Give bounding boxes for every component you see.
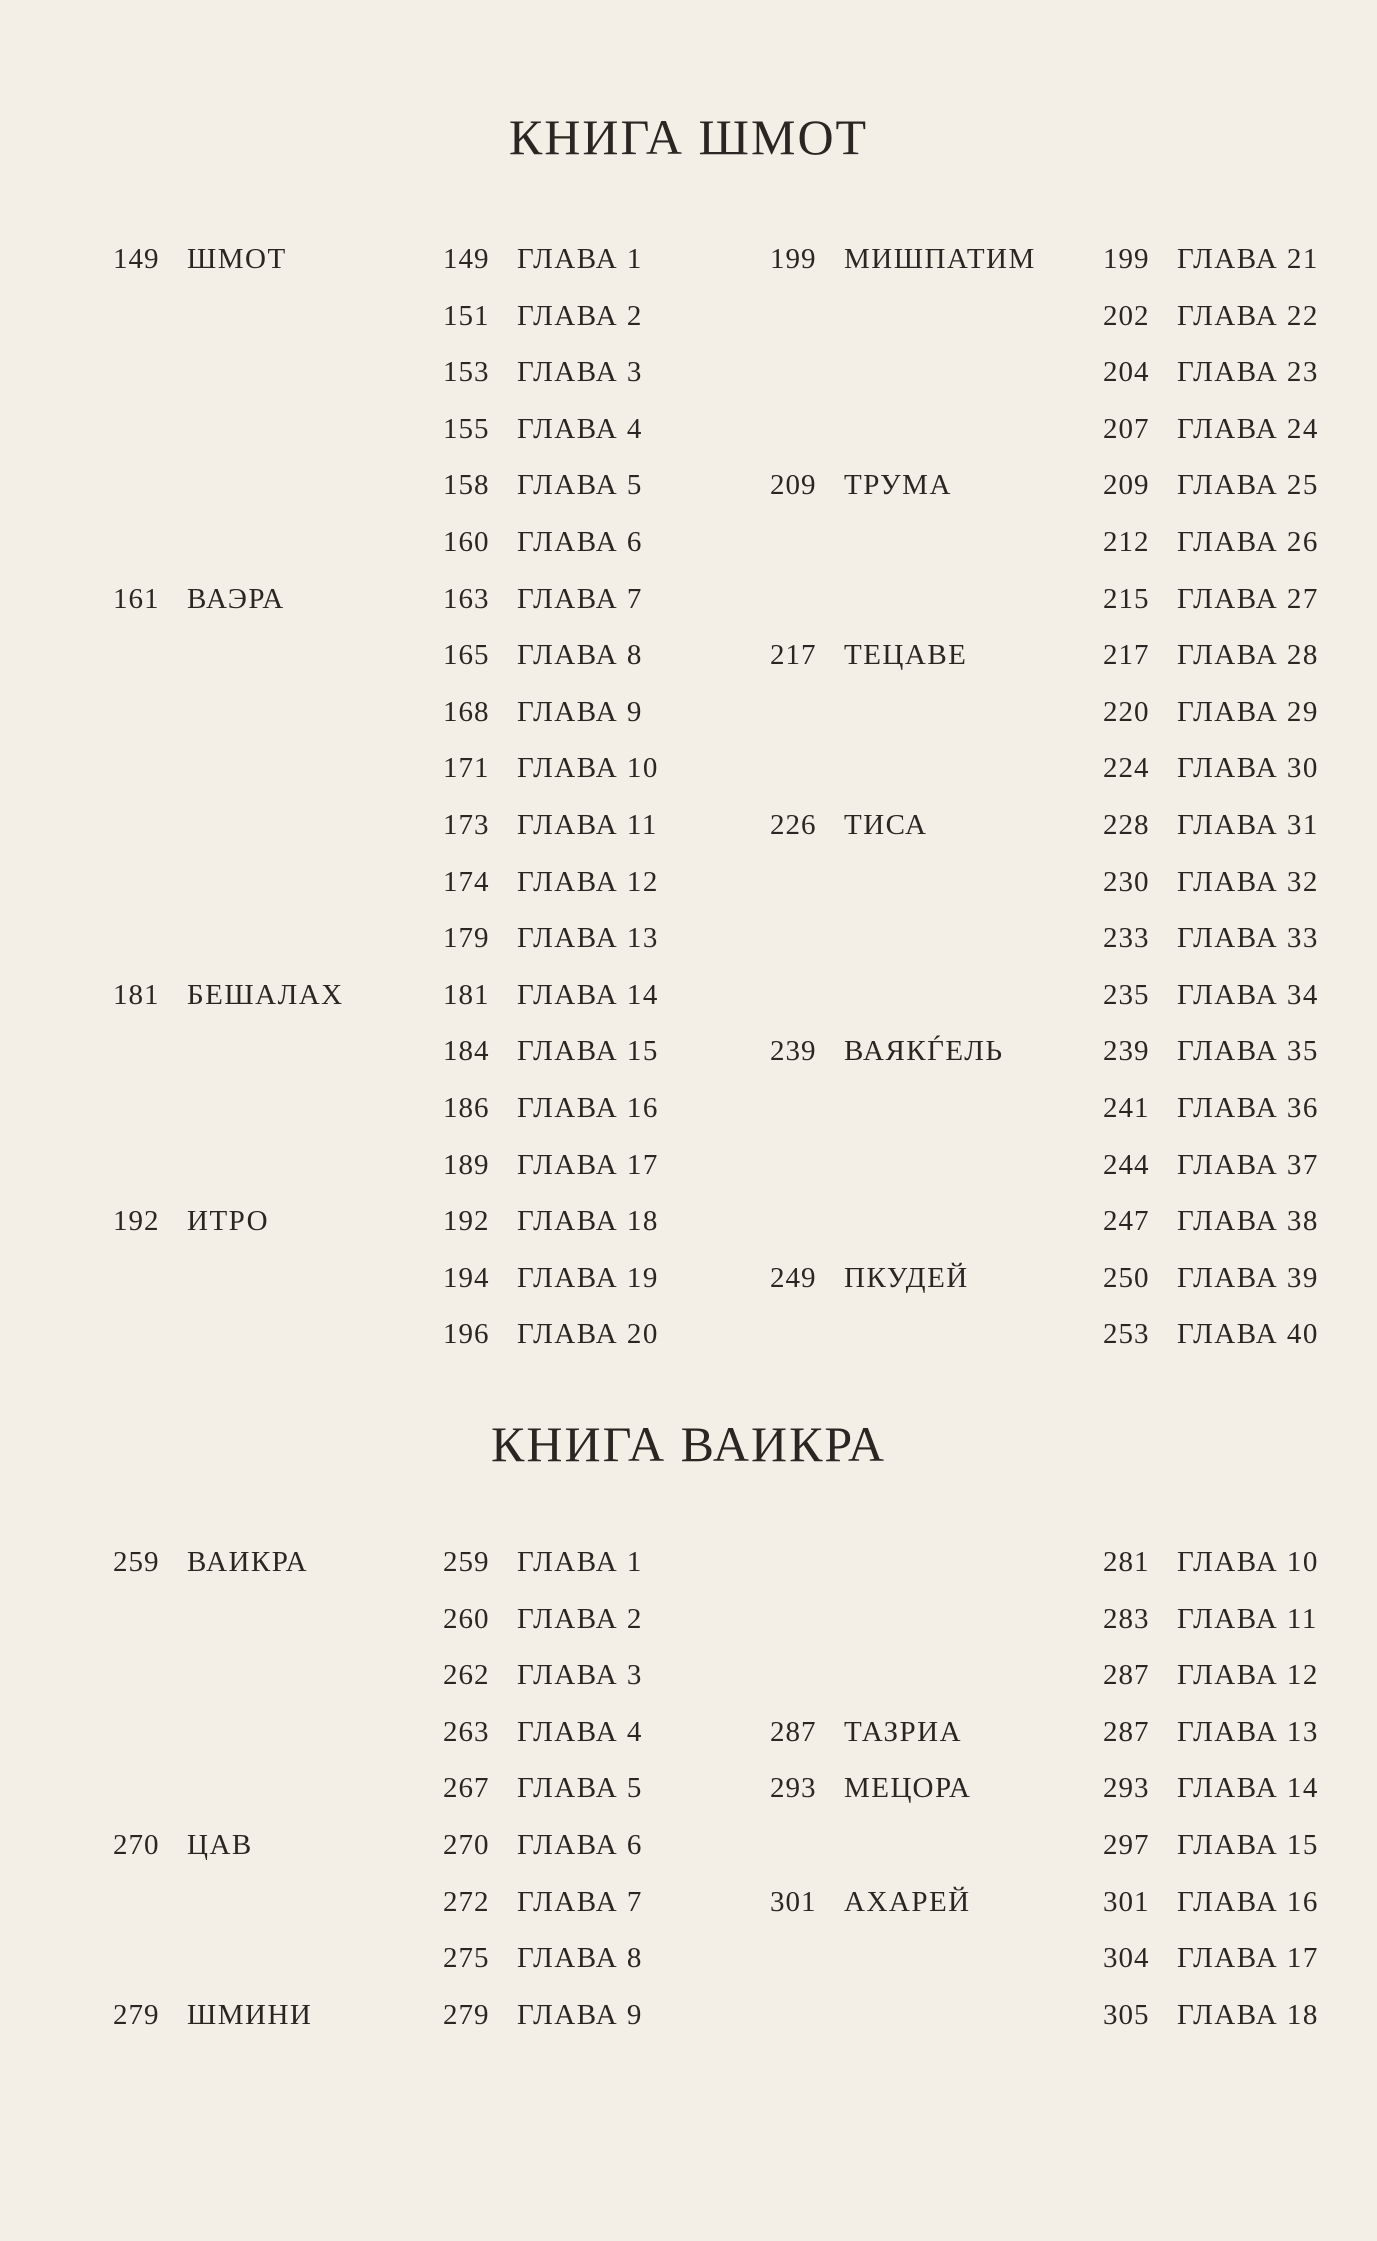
chapter-entry-title: ГЛАВА 8 (517, 639, 643, 672)
chapter-entry-title: ГЛАВА 8 (517, 1942, 643, 1975)
chapter-entry-title: ГЛАВА 16 (1177, 1885, 1319, 1918)
page-number: 173 (443, 809, 490, 841)
chapter-entry (443, 1886, 643, 1919)
chapter-entry (443, 809, 658, 842)
parasha-entry (770, 1772, 971, 1805)
chapter-entry (1103, 243, 1319, 276)
page-number: 281 (1103, 1546, 1150, 1578)
page-number: 301 (770, 1885, 817, 1918)
chapter-entry-title: ГЛАВА 21 (1177, 243, 1319, 275)
page-number: 228 (1103, 809, 1150, 841)
page-number: 259 (113, 1546, 160, 1578)
parasha-entry-title: ТИСА (844, 809, 928, 841)
chapter-entry (1103, 639, 1319, 672)
chapter-entry-title: ГЛАВА 10 (1177, 1546, 1319, 1578)
chapter-entry (1103, 1999, 1319, 2032)
chapter-entry (443, 979, 659, 1012)
page-number: 244 (1103, 1148, 1150, 1181)
parasha-entry (770, 639, 967, 672)
page-number: 161 (113, 582, 160, 615)
parasha-entry (113, 1829, 253, 1862)
parasha-entry-title: МЕЦОРА (844, 1772, 972, 1805)
page-number: 260 (443, 1602, 490, 1635)
chapter-entry-title: ГЛАВА 22 (1177, 299, 1319, 332)
chapter-entry (443, 469, 643, 502)
page-number: 304 (1103, 1942, 1150, 1975)
page-number: 149 (113, 243, 160, 275)
chapter-entry (443, 583, 643, 616)
chapter-entry-title: ГЛАВА 34 (1177, 978, 1319, 1011)
page-number: 192 (443, 1205, 490, 1238)
page-number: 199 (770, 243, 817, 275)
parasha-entry (770, 469, 952, 502)
chapter-entry-title: ГЛАВА 31 (1177, 809, 1319, 841)
parasha-entry-title: МИШПАТИМ (844, 243, 1036, 275)
chapter-entry-title: ГЛАВА 18 (517, 1205, 659, 1238)
chapter-entry (443, 922, 659, 955)
page-number: 186 (443, 1092, 490, 1124)
chapter-entry-title: ГЛАВА 17 (1177, 1942, 1319, 1975)
page-number: 192 (113, 1205, 160, 1238)
page-number: 239 (770, 1035, 817, 1068)
parasha-entry-title: ТАЗРИА (844, 1715, 963, 1748)
page-number: 267 (443, 1772, 490, 1805)
chapter-entry-title: ГЛАВА 40 (1177, 1318, 1319, 1351)
parasha-entry (113, 1205, 269, 1238)
parasha-entry (770, 1035, 1004, 1068)
parasha-entry (770, 1886, 971, 1919)
parasha-entry-title: ТРУМА (844, 469, 952, 502)
chapter-entry-title: ГЛАВА 9 (517, 1998, 643, 2031)
page-number: 262 (443, 1659, 490, 1692)
parasha-entry (770, 1716, 962, 1749)
page-number: 230 (1103, 865, 1150, 898)
parasha-entry-title: ВАИКРА (187, 1546, 309, 1578)
page-number: 235 (1103, 978, 1150, 1011)
page-number: 160 (443, 526, 490, 558)
page-number: 199 (1103, 243, 1150, 275)
chapter-entry-title: ГЛАВА 1 (517, 1546, 643, 1578)
chapter-entry (443, 1603, 643, 1636)
chapter-entry-title: ГЛАВА 9 (517, 695, 643, 728)
chapter-entry (1103, 1205, 1319, 1238)
page-number: 249 (770, 1261, 817, 1294)
page-number: 272 (443, 1885, 490, 1918)
chapter-entry (443, 1942, 643, 1975)
chapter-entry-title: ГЛАВА 11 (1177, 1602, 1318, 1635)
page-number: 165 (443, 639, 490, 672)
page-number: 233 (1103, 922, 1150, 955)
page-number: 181 (113, 978, 160, 1011)
parasha-entry (113, 243, 287, 276)
chapter-entry-title: ГЛАВА 7 (517, 1885, 643, 1918)
page-number: 209 (770, 469, 817, 502)
page-number: 287 (770, 1715, 817, 1748)
page-number: 259 (443, 1546, 490, 1578)
chapter-entry-title: ГЛАВА 13 (1177, 1715, 1319, 1748)
chapter-entry-title: ГЛАВА 38 (1177, 1205, 1319, 1238)
chapter-entry-title: ГЛАВА 33 (1177, 922, 1319, 955)
chapter-entry (443, 1659, 643, 1692)
page-number: 279 (113, 1998, 160, 2031)
parasha-entry (770, 243, 1036, 276)
page-number: 283 (1103, 1602, 1150, 1635)
page-number: 247 (1103, 1205, 1150, 1238)
page-number: 220 (1103, 695, 1150, 728)
page-number: 217 (1103, 639, 1150, 672)
chapter-entry-title: ГЛАВА 4 (517, 412, 643, 445)
page-number: 151 (443, 299, 490, 332)
chapter-entry (443, 300, 643, 333)
chapter-entry-title: ГЛАВА 30 (1177, 752, 1319, 785)
page-number: 270 (443, 1829, 490, 1861)
page-number: 250 (1103, 1261, 1150, 1294)
chapter-entry (1103, 583, 1319, 616)
page-number: 287 (1103, 1659, 1150, 1692)
chapter-entry (1103, 1149, 1319, 1182)
chapter-entry (1103, 1318, 1319, 1351)
page-number: 239 (1103, 1035, 1150, 1068)
parasha-entry-title: ЦАВ (187, 1829, 253, 1861)
page-number: 263 (443, 1715, 490, 1748)
chapter-entry (443, 1205, 659, 1238)
page-number: 174 (443, 865, 490, 898)
page-number: 253 (1103, 1318, 1150, 1351)
chapter-entry-title: ГЛАВА 39 (1177, 1261, 1319, 1294)
chapter-entry (443, 1829, 643, 1862)
chapter-entry (443, 1772, 643, 1805)
chapter-entry (1103, 413, 1319, 446)
chapter-entry-title: ГЛАВА 10 (517, 752, 659, 785)
chapter-entry (443, 243, 643, 276)
chapter-entry-title: ГЛАВА 27 (1177, 582, 1319, 615)
parasha-entry-title: БЕШАЛАХ (187, 978, 344, 1011)
chapter-entry (1103, 1092, 1319, 1125)
chapter-entry (443, 1716, 643, 1749)
page-number: 226 (770, 809, 817, 841)
chapter-entry-title: ГЛАВА 32 (1177, 865, 1319, 898)
parasha-entry (113, 1999, 312, 2032)
chapter-entry-title: ГЛАВА 4 (517, 1715, 643, 1748)
chapter-entry-title: ГЛАВА 17 (517, 1148, 659, 1181)
chapter-entry-title: ГЛАВА 23 (1177, 356, 1319, 389)
parasha-entry (770, 809, 928, 842)
parasha-entry (113, 1546, 308, 1579)
chapter-entry (1103, 469, 1319, 502)
parasha-entry (113, 979, 344, 1012)
chapter-entry-title: ГЛАВА 35 (1177, 1035, 1319, 1068)
chapter-entry (1103, 1886, 1319, 1919)
page-number: 275 (443, 1942, 490, 1975)
chapter-entry-title: ГЛАВА 37 (1177, 1148, 1319, 1181)
chapter-entry (1103, 696, 1319, 729)
book-title-shmot: КНИГА ШМОТ (508, 109, 869, 165)
page-number: 301 (1103, 1885, 1150, 1918)
page-number: 153 (443, 356, 490, 389)
chapter-entry-title: ГЛАВА 29 (1177, 695, 1319, 728)
chapter-entry (443, 413, 643, 446)
chapter-entry (443, 356, 643, 389)
chapter-entry-title: ГЛАВА 13 (517, 922, 659, 955)
chapter-entry (1103, 922, 1319, 955)
chapter-entry-title: ГЛАВА 12 (517, 865, 659, 898)
page-number: 181 (443, 978, 490, 1011)
page-number: 189 (443, 1148, 490, 1181)
chapter-entry-title: ГЛАВА 16 (517, 1092, 659, 1124)
chapter-entry (443, 1149, 659, 1182)
page-number: 179 (443, 922, 490, 955)
chapter-entry (1103, 1716, 1319, 1749)
chapter-entry (1103, 809, 1319, 842)
chapter-entry (443, 1318, 659, 1351)
page-number: 287 (1103, 1715, 1150, 1748)
chapter-entry (1103, 1035, 1319, 1068)
page-number: 196 (443, 1318, 490, 1351)
chapter-entry-title: ГЛАВА 15 (517, 1035, 659, 1068)
chapter-entry (1103, 1829, 1319, 1862)
chapter-entry-title: ГЛАВА 11 (517, 809, 658, 841)
chapter-entry-title: ГЛАВА 26 (1177, 526, 1319, 558)
page-number: 293 (770, 1772, 817, 1805)
chapter-entry (443, 1999, 643, 2032)
chapter-entry (1103, 866, 1319, 899)
page-number: 149 (443, 243, 490, 275)
chapter-entry-title: ГЛАВА 5 (517, 469, 643, 502)
chapter-entry (443, 639, 643, 672)
parasha-entry-title: ТЕЦАВЕ (844, 639, 968, 672)
chapter-entry (1103, 979, 1319, 1012)
chapter-entry-title: ГЛАВА 6 (517, 526, 643, 558)
page-number: 168 (443, 695, 490, 728)
chapter-entry-title: ГЛАВА 18 (1177, 1998, 1319, 2031)
book-title-vaikra: КНИГА ВАИКРА (491, 1416, 886, 1472)
parasha-entry-title: ВАЭРА (187, 582, 285, 615)
chapter-entry-title: ГЛАВА 14 (517, 978, 659, 1011)
chapter-entry (1103, 1659, 1319, 1692)
chapter-entry-title: ГЛАВА 36 (1177, 1092, 1319, 1124)
page-number: 194 (443, 1261, 490, 1294)
chapter-entry-title: ГЛАВА 25 (1177, 469, 1319, 502)
chapter-entry (443, 1546, 643, 1579)
page-number: 297 (1103, 1829, 1150, 1861)
parasha-entry-title: АХАРЕЙ (844, 1885, 971, 1918)
page-number: 158 (443, 469, 490, 502)
page-number: 217 (770, 639, 817, 672)
page-number: 207 (1103, 412, 1150, 445)
chapter-entry (1103, 1546, 1319, 1579)
parasha-entry-title: ИТРО (187, 1205, 270, 1238)
chapter-entry-title: ГЛАВА 15 (1177, 1829, 1319, 1861)
chapter-entry-title: ГЛАВА 3 (517, 356, 643, 389)
chapter-entry-title: ГЛАВА 19 (517, 1261, 659, 1294)
page-number: 171 (443, 752, 490, 785)
chapter-entry (1103, 526, 1319, 559)
chapter-entry-title: ГЛАВА 1 (517, 243, 643, 275)
chapter-entry (1103, 1772, 1319, 1805)
page-number: 293 (1103, 1772, 1150, 1805)
page-number: 305 (1103, 1998, 1150, 2031)
parasha-entry-title: ШМИНИ (187, 1998, 313, 2031)
page-number: 204 (1103, 356, 1150, 389)
chapter-entry (443, 866, 659, 899)
page-number: 224 (1103, 752, 1150, 785)
chapter-entry (1103, 356, 1319, 389)
chapter-entry (443, 526, 643, 559)
page-number: 184 (443, 1035, 490, 1068)
parasha-entry-title: ВАЯКЃЕЛЬ (844, 1035, 1004, 1068)
page-number: 155 (443, 412, 490, 445)
chapter-entry (1103, 300, 1319, 333)
chapter-entry-title: ГЛАВА 2 (517, 1602, 643, 1635)
chapter-entry-title: ГЛАВА 14 (1177, 1772, 1319, 1805)
chapter-entry (443, 1262, 659, 1295)
page-number: 241 (1103, 1092, 1150, 1124)
chapter-entry (443, 1035, 659, 1068)
page-number: 279 (443, 1998, 490, 2031)
chapter-entry (1103, 1603, 1318, 1636)
chapter-entry (443, 696, 643, 729)
chapter-entry-title: ГЛАВА 2 (517, 299, 643, 332)
parasha-entry (113, 583, 285, 616)
chapter-entry-title: ГЛАВА 5 (517, 1772, 643, 1805)
chapter-entry-title: ГЛАВА 24 (1177, 412, 1319, 445)
parasha-entry-title: ПКУДЕЙ (844, 1261, 969, 1294)
page-number: 212 (1103, 526, 1150, 558)
chapter-entry (1103, 1942, 1319, 1975)
page-number: 209 (1103, 469, 1150, 502)
chapter-entry (443, 752, 659, 785)
page-number: 163 (443, 582, 490, 615)
chapter-entry-title: ГЛАВА 12 (1177, 1659, 1319, 1692)
chapter-entry-title: ГЛАВА 7 (517, 582, 643, 615)
page-number: 202 (1103, 299, 1150, 332)
page-number: 215 (1103, 582, 1150, 615)
chapter-entry-title: ГЛАВА 20 (517, 1318, 659, 1351)
chapter-entry (1103, 1262, 1319, 1295)
chapter-entry (443, 1092, 659, 1125)
page-number: 270 (113, 1829, 160, 1861)
parasha-entry (770, 1262, 969, 1295)
parasha-entry-title: ШМОТ (187, 243, 287, 275)
chapter-entry-title: ГЛАВА 28 (1177, 639, 1319, 672)
chapter-entry (1103, 752, 1319, 785)
chapter-entry-title: ГЛАВА 3 (517, 1659, 643, 1692)
chapter-entry-title: ГЛАВА 6 (517, 1829, 643, 1861)
